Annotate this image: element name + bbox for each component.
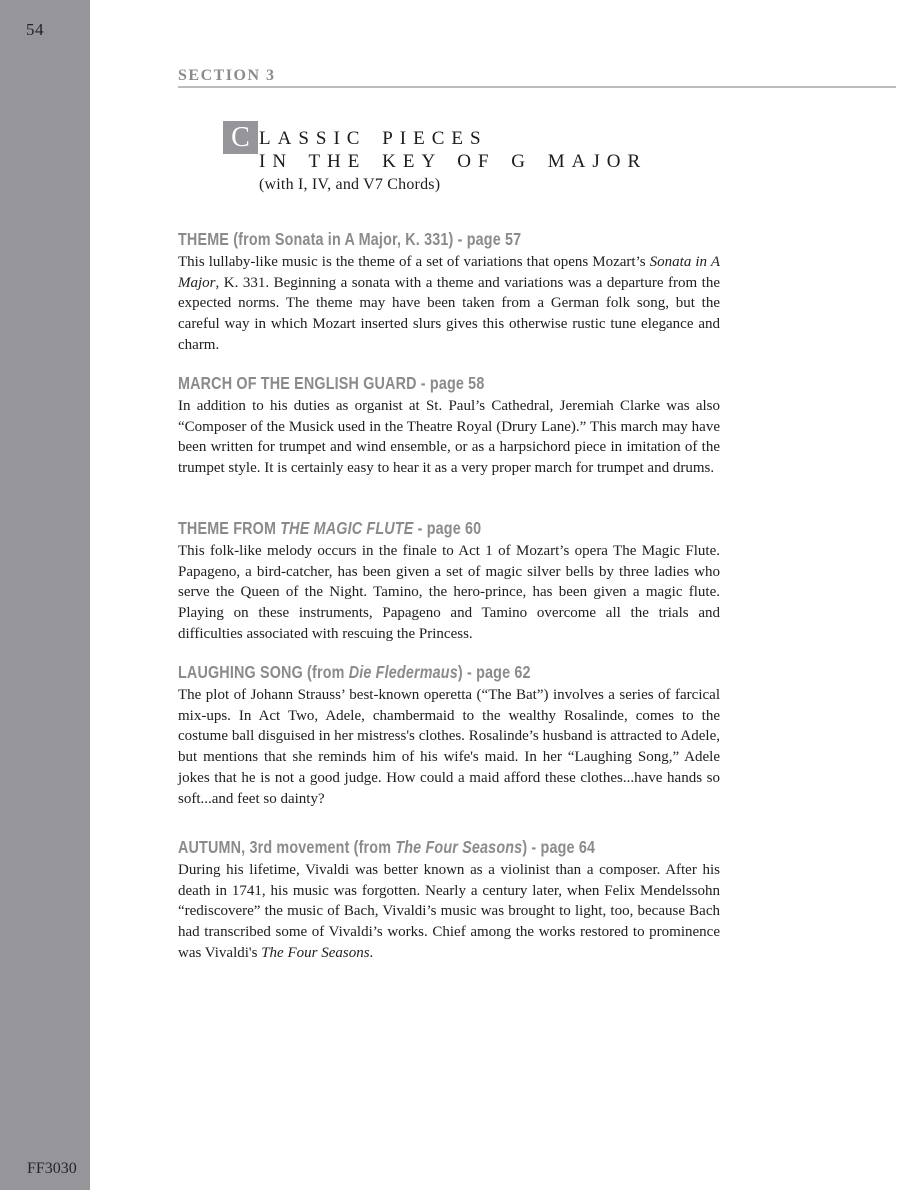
piece-entry-theme-magic-flute <box>178 518 720 645</box>
entry-heading: THEME (from Sonata in A Major, K. 331) - page 57 <box>178 229 522 249</box>
section-label: SECTION 3 <box>178 67 276 84</box>
left-margin-bar <box>0 0 90 1190</box>
entry-heading: LAUGHING SONG (from Die Fledermaus) - page 62 <box>178 662 531 682</box>
title-subtitle: (with I, IV, and V7 Chords) <box>259 176 441 193</box>
piece-entry-theme-sonata <box>178 229 720 356</box>
entry-heading: THEME FROM THE MAGIC FLUTE - page 60 <box>178 518 482 538</box>
entry-body: This folk-like melody occurs in the finale to Act 1 of Mozart’s opera The Magic Flute. Papageno, a bird-catcher, has been given a set of magic silver bells by three ladies who serve the Queen of the Night. Tamino, the hero-prince, has been given a magic flute. Playing on these instruments, Papageno and Tamino overcome all the trials and difficulties associated with rescuing the Princess. <box>178 543 720 642</box>
piece-entry-autumn-four-seasons <box>178 837 720 964</box>
entry-body: This lullaby-like music is the theme of a set of variations that opens Mozart’s Sonata in A Major, K. 331. Beginning a sonata with a theme and variations was a departure from the expected norms. The theme may have been taken from a German folk song, but the careful way in which Mozart inserted slurs gives this otherwise rustic tune elegance and charm. <box>178 254 720 353</box>
entry-body: During his lifetime, Vivaldi was better known as a violinist than a composer. After his death in 1741, his music was forgotten. Nearly a century later, when Felix Mendelssohn “rediscovere” the music of Bach, Vivaldi’s music was brought to light, too, because Bach had transcribed some of Vivaldi’s works. Chief among the works restored to prominence was Vivaldi's The Four Seasons. <box>178 862 720 961</box>
piece-entry-laughing-song <box>178 662 720 809</box>
piece-entry-march-english-guard <box>178 373 720 479</box>
entry-heading: AUTUMN, 3rd movement (from The Four Seasons) - page 64 <box>178 837 596 857</box>
title-line-2: IN THE KEY OF G MAJOR <box>259 150 648 172</box>
chapter-title <box>223 121 647 194</box>
page-number: 54 <box>26 20 44 39</box>
title-line-1: LASSIC PIECES <box>259 128 488 149</box>
dropcap-box: C <box>223 121 258 154</box>
section-rule <box>178 86 896 88</box>
catalog-code: FF3030 <box>27 1160 77 1177</box>
entry-body: The plot of Johann Strauss’ best-known operetta (“The Bat”) involves a series of farcical mix-ups. In Act Two, Adele, chambermaid to the wealthy Rosalinde, comes to the costume ball disguised in her mistress's clothes. Rosalinde’s husband is attracted to Adele, but mentions that she reminds him of his wife's maid. In her “Laughing Song,” Adele jokes that he is not a good judge. How could a maid afford these clothes...have hands so soft...and feet so dainty? <box>178 687 720 807</box>
entry-heading: MARCH OF THE ENGLISH GUARD - page 58 <box>178 373 485 393</box>
title-lines <box>259 121 647 194</box>
page-content <box>178 0 720 1200</box>
entry-body: In addition to his duties as organist at St. Paul’s Cathedral, Jeremiah Clarke was also “Composer of the Musick used in the Theatre Royal (Drury Lane).” This march may have been written for trumpet and wind ensemble, or as a harpsichord piece in imitation of the trumpet style. It is certainly easy to hear it as a very proper march for trumpet and drums. <box>178 398 720 477</box>
